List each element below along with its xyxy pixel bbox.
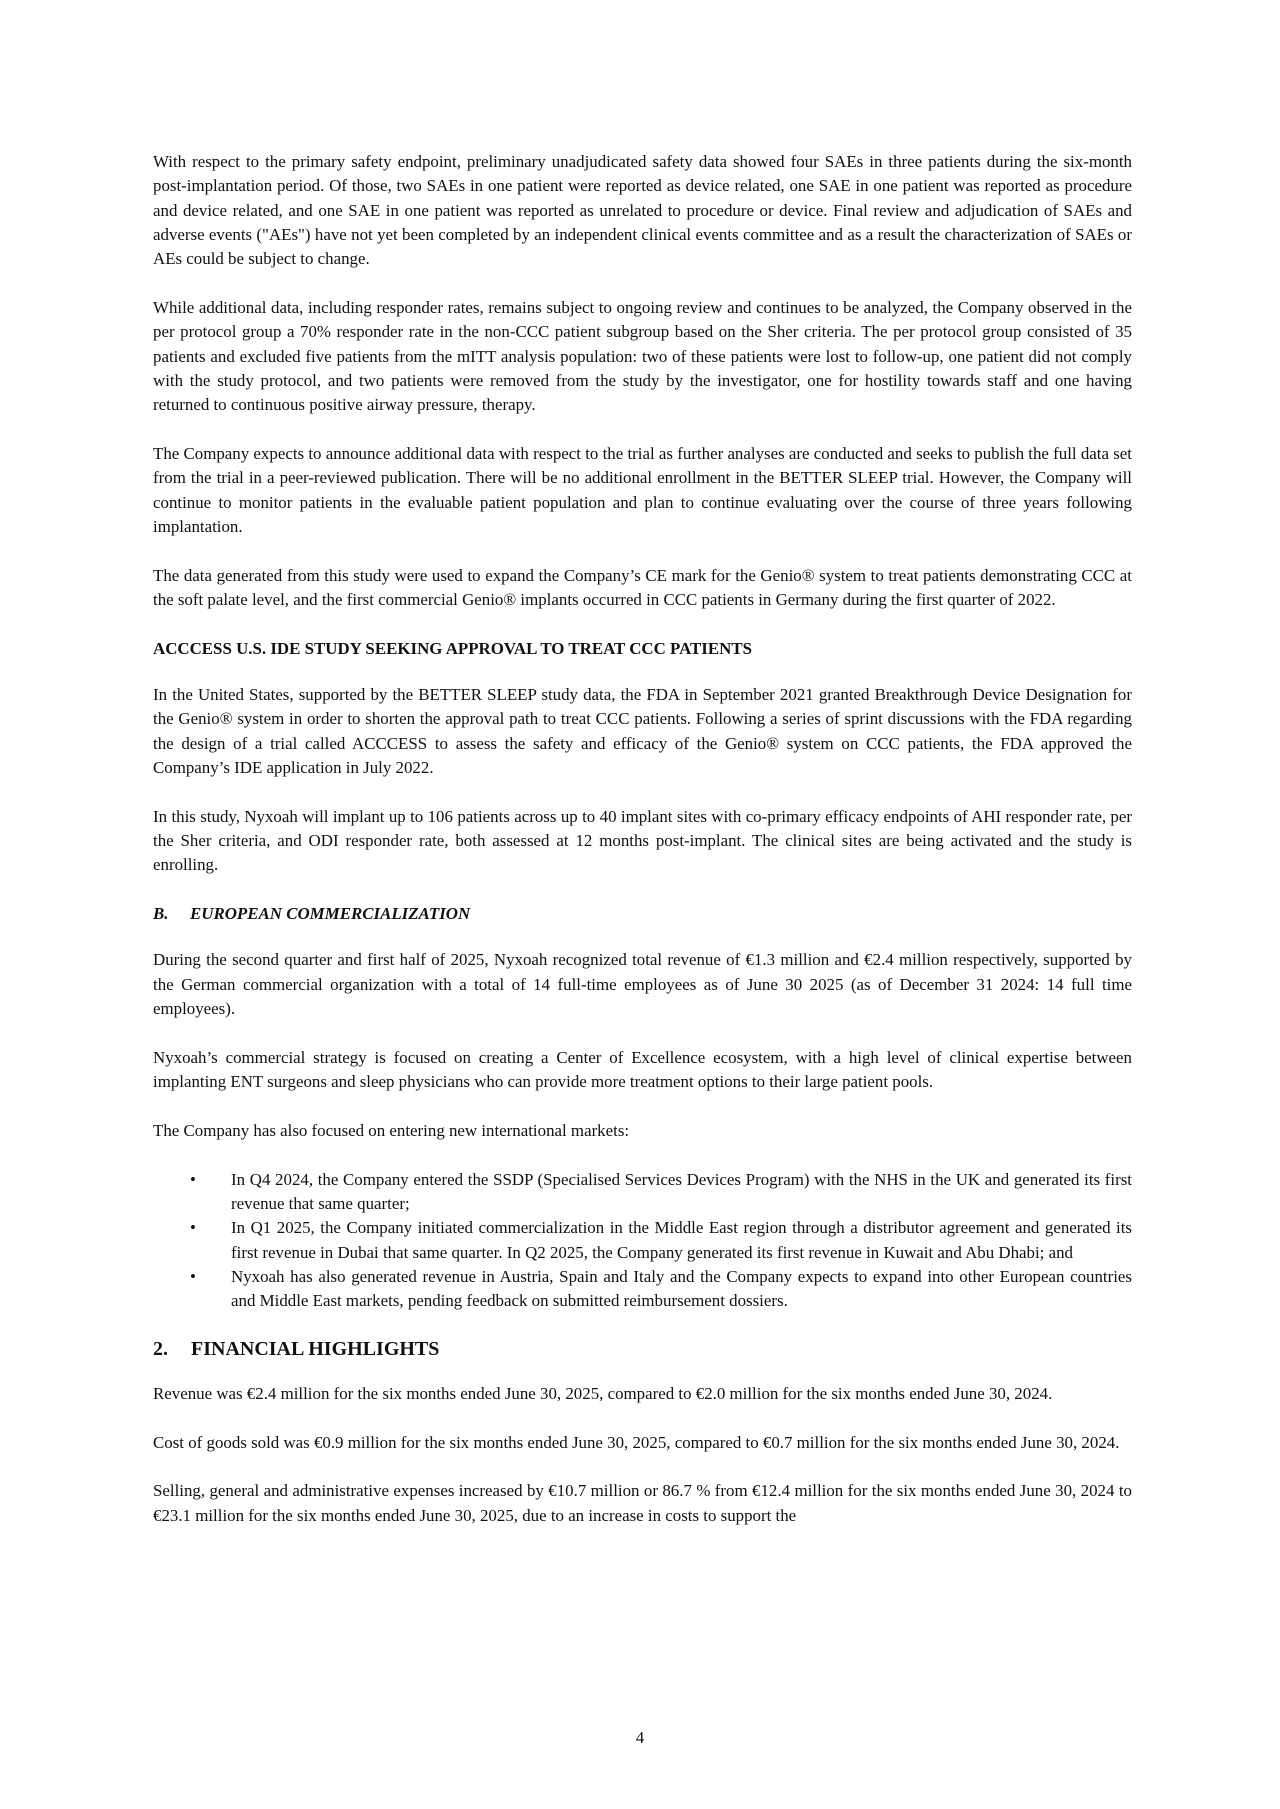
- page-number: 4: [635, 1728, 645, 1747]
- paragraph-breakthrough-designation: In the United States, supported by the BETTER SLEEP study data, the FDA in September 2021 granted Breakthrough Device Designation for the Genio® system in order to shorten the approval path to treat CCC patients. Following a series of sprint discussions with the FDA regarding the design of a trial called ACCCESS to assess the safety and efficacy of the Genio® system on CCC patients, the FDA approved the Company’s IDE application in July 2022.: [153, 685, 1132, 777]
- heading-financial-highlights: [153, 1337, 1132, 1361]
- paragraph-responder-rates: While additional data, including responder rates, remains subject to ongoing review and continues to be analyzed, the Company observed in the per protocol group a 70% responder rate in the non-CCC patient subgroup based on the Sher criteria. The per protocol group consisted of 35 patients and excluded five patients from the mITT analysis population: two of these patients were lost to follow-up, one patient did not comply with the study protocol, and two patients were removed from the study by the investigator, one for hostility towards staff and one having returned to continuous positive airway pressure, therapy.: [153, 297, 1132, 415]
- section-letter: B.: [153, 904, 169, 924]
- bullet-list-markets: [153, 1168, 1132, 1314]
- heading-acccess-study: ACCCESS U.S. IDE STUDY SEEKING APPROVAL TO TREAT CCC PATIENTS: [153, 638, 752, 658]
- document-page: [153, 150, 1132, 1552]
- heading-european-commercialization: [153, 902, 1132, 926]
- paragraph-acccess-enrollment: In this study, Nyxoah will implant up to 106 patients across up to 40 implant sites with co-primary efficacy endpoints of AHI responder rate, per the Sher criteria, and ODI responder rate, both assessed at 12 months post-implant. The clinical sites are being activated and the study is enrolling.: [153, 806, 1132, 875]
- paragraph-revenue: Revenue was €2.4 million for the six months ended June 30, 2025, compared to €2.0 million for the six months ended June 30, 2024.: [153, 1383, 1053, 1403]
- paragraph-cost-of-goods: Cost of goods sold was €0.9 million for the six months ended June 30, 2025, compared to €0.7 million for the six months ended June 30, 2024.: [153, 1432, 1120, 1452]
- paragraph-commercial-strategy: Nyxoah’s commercial strategy is focused on creating a Center of Excellence ecosystem, with a high level of clinical expertise between implanting ENT surgeons and sleep physicians who can provide more treatment options to their large patient pools.: [153, 1047, 1132, 1092]
- paragraph-international-markets: The Company has also focused on entering new international markets:: [153, 1120, 630, 1140]
- section-title: FINANCIAL HIGHLIGHTS: [191, 1338, 440, 1361]
- section-title: EUROPEAN COMMERCIALIZATION: [190, 904, 471, 924]
- paragraph-sga-expenses: Selling, general and administrative expenses increased by €10.7 million or 86.7 % from €12.4 million for the six months ended June 30, 2024 to €23.1 million for the six months ended June 30, 2025, due to an increase in costs to support the: [153, 1481, 1132, 1525]
- list-item: • Nyxoah has also generated revenue in Austria, Spain and Italy and the Company expects to expand into other European countries and Middle East markets, pending feedback on submitted reimbursement dossiers.: [231, 1265, 1132, 1314]
- paragraph-additional-data: The Company expects to announce additional data with respect to the trial as further analyses are conducted and seeks to publish the full data set from the trial in a peer-reviewed publication. There will be no additional enrollment in the BETTER SLEEP trial. However, the Company will continue to monitor patients in the evaluable patient population and plan to continue evaluating over the course of three years following implantation.: [153, 443, 1132, 536]
- paragraph-revenue-q2: During the second quarter and first half of 2025, Nyxoah recognized total revenue of €1.3 million and €2.4 million respectively, supported by the German commercial organization with a total of 14 full-time employees as of June 30 2025 (as of December 31 2024: 14 full time employees).: [153, 950, 1132, 1019]
- paragraph-ce-mark: The data generated from this study were used to expand the Company’s CE mark for the Genio® system to treat patients demonstrating CCC at the soft palate level, and the first commercial Genio® implants occurred in CCC patients in Germany during the first quarter of 2022.: [153, 565, 1132, 609]
- list-item: • In Q4 2024, the Company entered the SSDP (Specialised Services Devices Program) with the NHS in the UK and generated its first revenue that same quarter;: [231, 1168, 1132, 1217]
- list-item: • In Q1 2025, the Company initiated commercialization in the Middle East region through a distributor agreement and generated its first revenue in Dubai that same quarter. In Q2 2025, the Company generated its first revenue in Kuwait and Abu Dhabi; and: [231, 1216, 1132, 1265]
- paragraph-primary-safety: With respect to the primary safety endpoint, preliminary unadjudicated safety data showed four SAEs in three patients during the six-month post-implantation period. Of those, two SAEs in one patient were reported as device related, one SAE in one patient was reported as procedure and device related, and one SAE in one patient was reported as unrelated to procedure or device. Final review and adjudication of SAEs and adverse events ("AEs") have not yet been completed by an independent clinical events committee and as a result the characterization of SAEs or AEs could be subject to change.: [153, 152, 1132, 269]
- section-number: 2.: [153, 1338, 168, 1361]
